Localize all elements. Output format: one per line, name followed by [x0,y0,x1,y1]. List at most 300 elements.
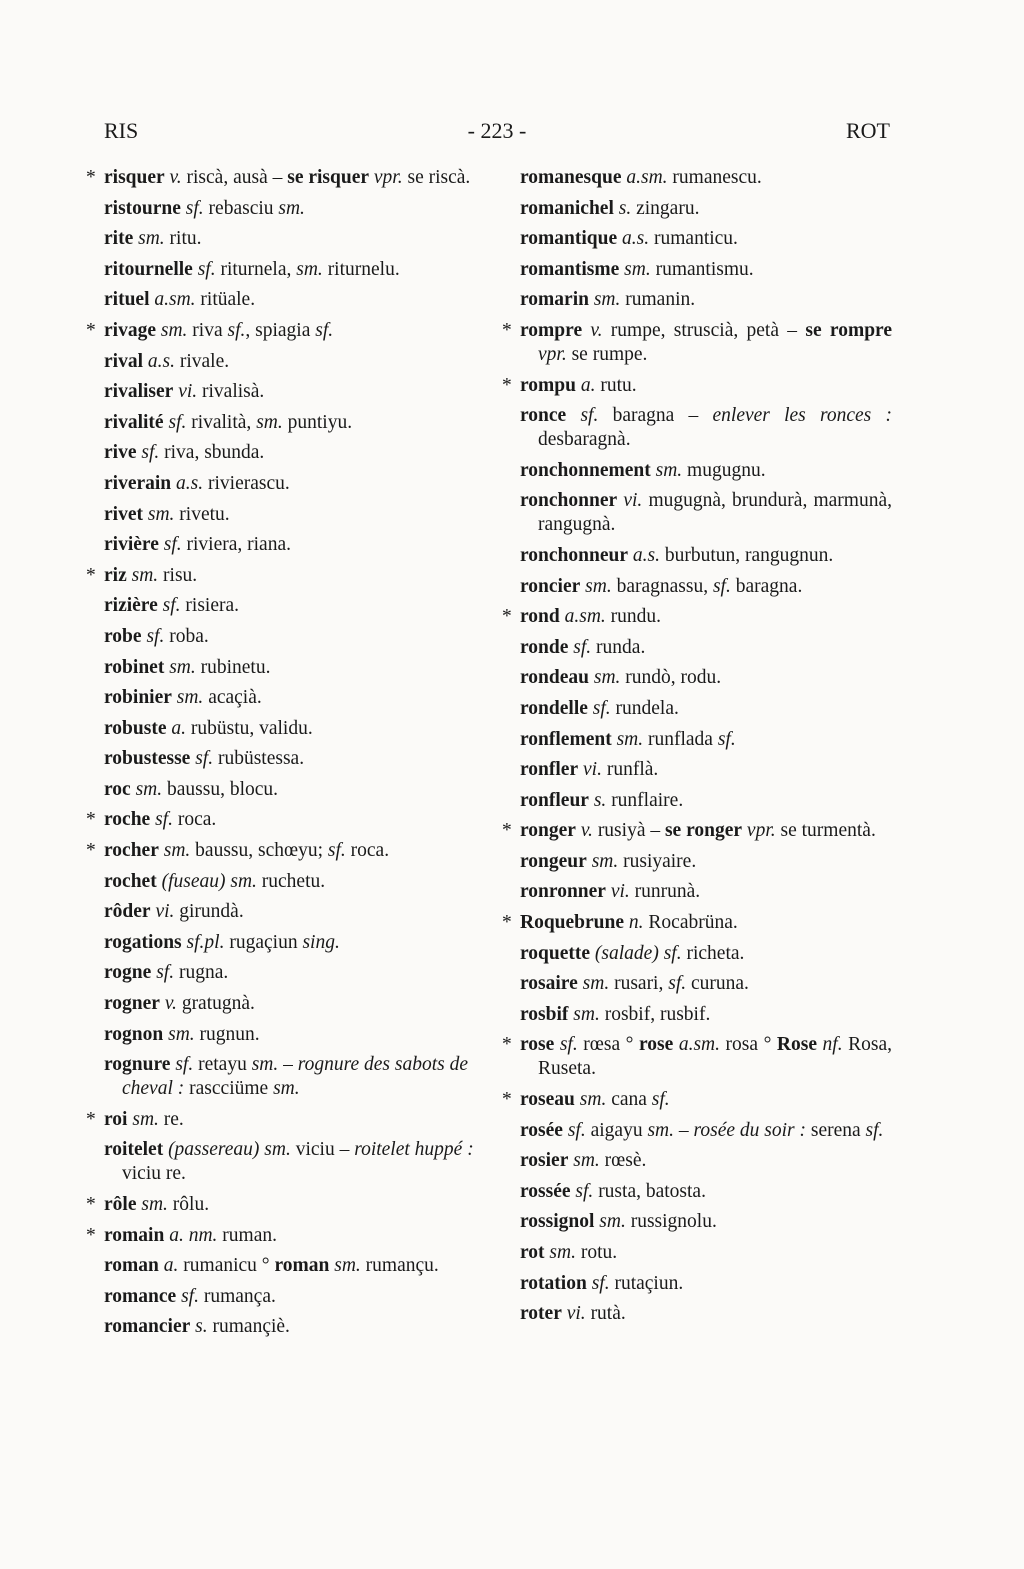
translation-text: serena [805,1119,866,1141]
translation-text: se turmentà. [775,820,876,842]
dictionary-entry [502,605,892,629]
grammar-label: (fuseau) [161,870,226,892]
dictionary-entry [104,441,480,465]
translation-text: rumanin. [620,289,696,311]
dictionary-entry [520,404,892,452]
dictionary-entry [104,1315,480,1339]
headword: roitelet [104,1139,164,1161]
dictionary-entry [86,1193,480,1217]
headword: se rompre [805,319,892,341]
asterisk-marker: * [86,564,96,586]
headword: romantique [520,228,618,250]
dictionary-entry [502,1088,892,1112]
headword: rompre [520,319,583,341]
translation-text: rundela. [610,697,679,719]
grammar-label: enlever les ronces : [712,405,892,427]
dictionary-entry [104,870,480,894]
dictionary-entry [86,319,480,343]
headword: ronchonnement [520,459,651,481]
translation-text: rubüstessa. [213,748,305,770]
grammar-label: sm. [169,656,196,678]
dictionary-entry [520,697,892,721]
grammar-label: a. nm. [169,1224,218,1246]
grammar-label: sf. [327,840,346,862]
translation-text: rutà. [585,1303,626,1325]
dictionary-entry [104,197,480,221]
translation-text: risiera. [180,595,240,617]
headword: ronce [520,405,567,427]
grammar-label: sm. [585,575,612,597]
headword: rossée [520,1180,571,1202]
dictionary-entry [104,961,480,985]
grammar-label: sm. [278,197,305,219]
translation-text: viciu re. [122,1163,186,1185]
headword: rogations [104,931,182,953]
translation-text: re. [158,1108,184,1130]
dictionary-entry [520,636,892,660]
asterisk-marker: * [502,374,512,396]
grammar-label: sf.pl. [186,931,225,953]
dictionary-entry [502,319,892,367]
dictionary-entry [520,1210,892,1234]
translation-text: rivalisà. [197,381,265,403]
translation-text: acaçià. [203,687,262,709]
translation-text: rumanicu ° [178,1255,275,1277]
grammar-label: a.s. [176,472,204,494]
dictionary-entry [86,1108,480,1132]
headword: rivet [104,503,143,525]
headword: ronde [520,636,569,658]
translation-text: girundà. [174,901,244,923]
translation-text: rusiyà – [592,820,665,842]
asterisk-marker: * [502,1089,512,1111]
dictionary-entry [104,686,480,710]
asterisk-marker: * [86,167,96,188]
translation-text: runrunà. [629,881,701,903]
dictionary-entry [86,166,480,190]
dictionary-entry [104,227,480,251]
dictionary-entry [104,380,480,404]
dictionary-entry [104,778,480,802]
headword: rosbif [520,1003,569,1025]
headword: rizière [104,595,158,617]
headword: ronchonner [520,490,618,512]
dictionary-entry [520,1119,892,1143]
translation-text: ruman. [217,1224,277,1246]
headword: rocher [104,840,159,862]
translation-text: baragnassu, [611,575,713,597]
grammar-label: sf. [195,748,214,770]
grammar-label: vpr. [373,167,403,188]
dictionary-entry [520,666,892,690]
grammar-label: sm. [573,1150,600,1172]
translation-text: rubinetu. [195,656,271,678]
headword: rivalité [104,411,164,433]
translation-text: runflada [643,728,718,750]
headword: roncier [520,575,581,597]
dictionary-entry [520,1272,892,1296]
grammar-label: sf. [185,197,204,219]
grammar-label: sf. [197,258,216,280]
grammar-label: sm. [573,1003,600,1025]
dictionary-entry [502,911,892,935]
dictionary-entry [520,972,892,996]
headword: robuste [104,717,167,739]
grammar-label: vi. [155,901,175,923]
headword: riverain [104,472,172,494]
translation-text: baragna – [598,405,713,427]
headword: rotation [520,1272,587,1294]
headword: ronger [520,820,576,842]
headword: rose [520,1034,555,1056]
translation-text: zingaru. [631,197,700,219]
headword: rossignol [520,1211,595,1233]
dictionary-entry [104,1138,480,1186]
headword: se risquer [287,167,370,188]
dictionary-entry [104,350,480,374]
dictionary-entry [104,656,480,680]
translation-text: rivierascu. [203,472,290,494]
translation-text: rumançiè. [207,1316,290,1338]
headword: romantisme [520,258,620,280]
dictionary-entry [520,850,892,874]
grammar-label: sf. [146,625,165,647]
translation-text: rusiyaire. [618,850,697,872]
headword: roche [104,809,151,831]
headword: rompu [520,374,576,396]
translation-text: riscà, ausà – [181,167,288,188]
dictionary-entry [86,564,480,588]
grammar-label: sf. [663,942,682,964]
headword: rognure [104,1054,171,1076]
headword: robinet [104,656,165,678]
grammar-label: sm. [616,728,644,750]
page-header [104,118,890,148]
headword: risquer [104,167,165,188]
grammar-label: s. [593,789,607,811]
dictionary-entry [520,197,892,221]
headword: roman [274,1255,330,1277]
dictionary-entry [104,931,480,955]
grammar-label: sf. [559,1034,578,1056]
asterisk-marker: * [502,606,512,628]
headword: rot [520,1242,545,1263]
grammar-label: sm. [168,1023,195,1045]
headword: rongeur [520,850,587,872]
translation-text: rumantismu. [650,258,754,280]
translation-text: rivale. [174,350,230,372]
grammar-label: sm. [132,1108,159,1130]
translation-text: gratugnà. [176,993,255,1015]
translation-text: rugna. [174,962,229,984]
dictionary-entry [104,1053,480,1101]
grammar-label: sm. [655,459,683,481]
translation-text: rusari, [609,973,669,995]
grammar-label: vi. [623,490,643,512]
dictionary-entry [502,374,892,398]
dictionary-entry [104,594,480,618]
translation-text: – [278,1054,298,1076]
headword: Roquebrune [520,912,625,934]
translation-text: rutu. [595,374,637,396]
headword: robustesse [104,748,191,770]
dictionary-entry [104,747,480,771]
grammar-label: sm. [230,870,257,892]
dictionary-entry [104,717,480,741]
headword: rochet [104,870,157,892]
dictionary-entry [86,1224,480,1248]
dictionary-entry [520,728,892,752]
grammar-label: sm. [135,778,163,800]
headword: rogner [104,993,160,1015]
grammar-label: vi. [583,759,602,781]
headword: roter [520,1303,562,1325]
headword: ronfler [520,759,579,781]
headword: rite [104,228,134,250]
grammar-label: sf. [155,809,173,831]
right-column [502,166,893,1333]
headword: romance [104,1285,177,1307]
grammar-label: sf. [163,534,182,556]
headword: romanichel [520,197,614,219]
headword: rose [638,1034,674,1056]
translation-text: desbaragnà. [538,429,631,451]
headword: rosier [520,1150,569,1172]
grammar-label: sm. [273,1078,300,1100]
grammar-label: a.sm. [154,289,196,311]
header-left-guide-word: RIS [104,118,139,143]
headword: rive [104,442,137,464]
dictionary-entry [520,1149,892,1173]
dictionary-entry [502,819,892,843]
headword: se ronger [664,820,743,842]
translation-text: baussu, schœyu; [190,840,328,862]
asterisk-marker: * [502,319,512,341]
headword: rôder [104,901,151,923]
grammar-label: sm. [599,1211,626,1233]
grammar-label: sf. [668,973,687,995]
grammar-label: sf. [591,1272,610,1294]
headword: rosée [520,1119,563,1141]
translation-text: ritu. [164,228,202,250]
grammar-label: a.sm. [564,606,606,628]
grammar-label: a. [580,374,596,396]
grammar-label: vpr. [746,820,776,842]
asterisk-marker: * [86,1108,96,1130]
dictionary-entry [86,839,480,863]
grammar-label: sm. [251,1054,279,1076]
grammar-label: (salade) [594,942,659,964]
header-right-guide-word: ROT [846,118,890,143]
grammar-label: sf. [227,319,246,341]
translation-text: runflà. [601,759,659,781]
dictionary-entry [520,1003,892,1027]
translation-text: riva [187,319,228,341]
translation-text: Rosa, Ruseta. [538,1034,893,1080]
translation-text: se rumpe. [566,343,648,365]
headword: rondeau [520,667,589,689]
grammar-label: a.sm. [626,167,668,188]
grammar-label: sm. [582,973,610,995]
translation-text [566,405,580,426]
grammar-label: vi. [610,881,630,903]
asterisk-marker: * [502,1034,512,1056]
grammar-label: sf. [168,411,187,433]
translation-text: rugnun. [194,1023,260,1045]
headword: ritournelle [104,258,193,280]
grammar-label: sf. [592,697,611,719]
headword: roquette [520,942,591,964]
grammar-label: a.s. [632,544,660,566]
headword: roc [104,778,131,800]
grammar-label: sf. [580,405,599,427]
grammar-label: sf. [712,575,731,597]
dictionary-entry [520,1302,892,1326]
grammar-label: sm. [138,228,165,250]
translation-text: rubüstu, validu. [185,717,313,739]
dictionary-entry [104,1023,480,1047]
grammar-label: sm. [593,289,621,311]
asterisk-marker: * [502,820,512,842]
grammar-label: sf. [575,1180,594,1202]
grammar-label: sm. [591,850,619,872]
dictionary-entry [520,942,892,966]
grammar-label: rosée du soir : [693,1119,806,1141]
headword: ristourne [104,197,181,219]
translation-text: russignolu. [625,1211,717,1233]
headword: romanesque [520,167,622,188]
grammar-label: rognure des sabots de cheval : [122,1054,469,1100]
translation-text: burbutun, rangugnun. [659,544,834,566]
grammar-label: a.s. [622,228,650,250]
translation-text: roca. [172,809,217,831]
grammar-label: sf. [651,1089,670,1111]
page-number: - 223 - [467,118,527,143]
translation-text: rascciüme [184,1078,274,1100]
grammar-label: a.sm. [678,1034,720,1056]
grammar-label: sm. [131,564,159,586]
translation-text: rosbif, rusbif. [599,1003,711,1025]
grammar-label: a.s. [147,350,175,372]
grammar-label: sf. [573,636,592,658]
grammar-label: nf. [822,1034,843,1056]
grammar-label: sm. [256,411,283,433]
grammar-label: sm. [579,1089,607,1111]
dictionary-entry [520,489,892,537]
translation-text: – [674,1119,694,1141]
grammar-label: a. [163,1255,179,1277]
dictionary-entry [104,1254,480,1278]
translation-text: rundò, rodu. [620,667,722,689]
dictionary-entry [520,575,892,599]
headword: rivage [104,319,156,341]
asterisk-marker: * [86,1224,96,1246]
translation-text: riviera, riana. [181,534,291,556]
grammar-label: sm. [296,258,323,280]
dictionary-entry [502,1033,893,1081]
translation-text: cana [606,1089,652,1111]
grammar-label: sf. [141,442,160,464]
translation-text: rugaçiun [224,931,303,953]
asterisk-marker: * [86,319,96,341]
translation-text: ruchetu. [256,870,326,892]
grammar-label: sf. [175,1054,194,1076]
grammar-label: sf. [567,1119,586,1141]
grammar-label: sing. [302,931,340,953]
asterisk-marker: * [86,809,96,831]
grammar-label: a. [171,717,186,739]
translation-text: rœsa ° [577,1034,639,1056]
dictionary-entry [86,808,480,832]
headword: Rose [776,1034,817,1056]
dictionary-entry [520,880,892,904]
headword: rosaire [520,973,578,995]
translation-text: ritüale. [195,289,256,311]
dictionary-entry [104,900,480,924]
dictionary-entry [520,288,892,312]
translation-text: rosa ° [720,1034,777,1056]
grammar-label: sf. [717,728,736,750]
translation-text: rutaçiun. [609,1272,684,1294]
headword: romancier [104,1316,191,1338]
asterisk-marker: * [502,912,512,934]
translation-text: mugugnà, brundurà, marmunà, rangugnà. [538,490,893,536]
grammar-label: sf. [162,595,181,617]
headword: roman [104,1255,159,1277]
asterisk-marker: * [86,840,96,862]
headword: rognon [104,1023,164,1045]
dictionary-entry [520,789,892,813]
headword: roseau [520,1089,575,1111]
headword: ronflement [520,728,612,750]
translation-text: retayu [193,1054,252,1076]
grammar-label: sm. [160,319,188,341]
dictionary-entry [520,166,892,190]
translation-text: aigayu [585,1119,648,1141]
translation-text: roca. [345,840,390,862]
grammar-label: sm. [334,1255,361,1277]
headword: rôle [104,1194,137,1215]
grammar-label: sf. [865,1119,884,1141]
translation-text: rusta, batosta. [593,1180,706,1202]
grammar-label: sm. [647,1119,674,1141]
headword: riz [104,564,127,586]
translation-text: riturnela, [215,258,297,280]
grammar-label: sm. [549,1242,576,1263]
dictionary-entry [104,472,480,496]
headword: rondelle [520,697,588,719]
translation-text: rotu. [575,1242,618,1263]
translation-text: rumançu. [360,1255,439,1277]
translation-text: baragna. [730,575,803,597]
grammar-label: v. [169,167,182,188]
translation-text: rivalità, [186,411,257,433]
headword: robe [104,625,142,647]
dictionary-entry [520,459,892,483]
translation-text: richeta. [681,942,745,964]
grammar-label: sf. [156,962,175,984]
translation-text: rôlu. [167,1194,210,1215]
grammar-label: vpr. [538,343,567,365]
headword: rituel [104,289,150,311]
grammar-label: v. [590,319,603,341]
headword: romain [104,1224,165,1246]
translation-text: Rocabrüna. [643,912,738,934]
dictionary-entry [104,411,480,435]
translation-text: baussu, blocu. [162,778,279,800]
grammar-label: sm. [264,1139,291,1161]
grammar-label: v. [580,820,593,842]
